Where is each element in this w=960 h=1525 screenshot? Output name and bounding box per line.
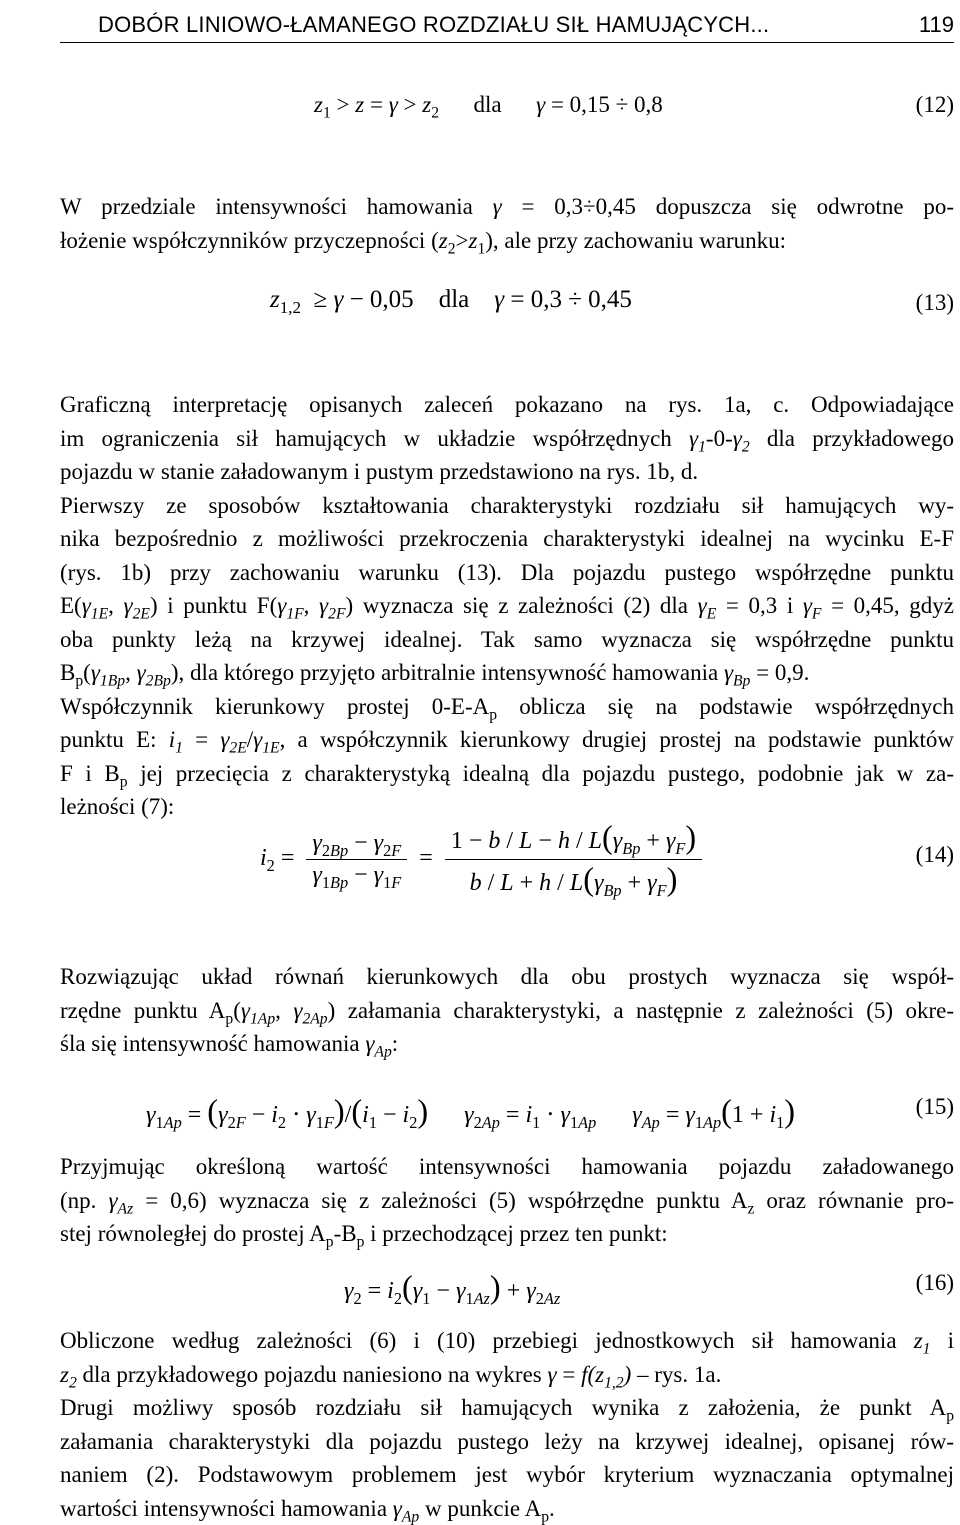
equation-number: (16): [915, 1270, 954, 1295]
equation-15: [60, 1094, 954, 1134]
fraction-gamma: $\frac{\gamma_{2Bp} - \gamma_{2F}}{\gamma_{1Bp} - \gamma_{1F}}$: [306, 828, 407, 891]
equation-16-body: $\gamma_2 = i_2(\gamma_1 - \gamma_{1Az}) + \gamma_{2Az}$: [344, 1270, 561, 1308]
equation-number: (15): [915, 1094, 954, 1119]
equation-14: [60, 818, 954, 910]
equation-12: [60, 92, 954, 126]
fraction-ratio: $\frac{1 - b / L - h / L(\gamma_{Bp} + \gamma_F)}{b / L + h / L(\gamma_{Bp} + \gamma_F)}$: [445, 818, 702, 901]
paragraph-5: Obliczone według zależności (6) i (10) przebiegi jednostkowych sił hamowania $z_1$ i $z_2$ dla przykładowego pojazdu naniesiono na wykres $\gamma = f(z_{1,2})$ – rys. 1a. Drugi możliwy sposób rozdziału sił hamujących wynika z założenia, że punkt $A_p$ załamania charakterystyki dla pojazdu pustego leży na krzywej idealnej, opisanej rów- naniem (2). Podstawowym problemem jest wybór kryterium wyznaczania optymalnej wartości intensywności hamowania $\gamma_{Ap}$ w punkcie $A_p$.: [60, 1328, 955, 1525]
page-number: 119: [918, 12, 954, 37]
equation-14-body: $i_2$ = $\frac{\gamma_{2Bp} - \gamma_{2F}}{\gamma_{1Bp} - \gamma_{1F}}$ = $\frac{1 - b / L - h / L(\gamma_{Bp} + \gamma_F)}{b / L + h / L(\gamma_{Bp} + \gamma_F)}$: [260, 818, 708, 901]
equation-15-body: $\gamma_{1Ap} = (\gamma_{2F} - i_2 \cdot \gamma_{1F})/(i_1 - i_2)$ $\gamma_{2Ap} = i_1 \cdot \gamma_{1Ap}$ $\gamma_{Ap} = \gamma_{1Ap}(1 + i_1)$: [146, 1094, 796, 1132]
paragraph-4: Przyjmując określoną wartość intensywności hamowania pojazdu załadowanego (np. $\gamma_{Az} = 0,6$) wyznacza się z zależności (5) współrzędne punktu $A_z$ oraz równanie pro- stej równoległej do prostej $A_p-B_p$ i przechodzącej przez ten punkt:: [60, 1154, 954, 1251]
equation-13: [60, 286, 954, 326]
paragraph-3: Rozwiązując układ równań kierunkowych dla obu prostych wyznacza się współ- rzędne punktu $A_p(\gamma_{1Ap}$, $\gamma_{2Ap}$) załamania charakterystyki, a następnie z zależności (5) okre- śla się intensywność hamowania $\gamma_{Ap}$:: [60, 964, 954, 1061]
equation-number: (12): [915, 92, 954, 117]
equation-number: (13): [915, 290, 954, 315]
equation-12-body: $z_1 > z = \gamma > z_2$ dla γ = 0,15 ÷ 0,8: [314, 92, 663, 122]
dla-word: dla: [473, 92, 502, 117]
dla-word: dla: [438, 286, 470, 313]
page: [60, 0, 955, 1525]
equation-16: [60, 1270, 954, 1310]
running-title: DOBÓR LINIOWO-ŁAMANEGO ROZDZIAŁU SIŁ HAMUJĄCYCH...: [98, 12, 770, 37]
paragraph-2: Graficzną interpretację opisanych zaleceń pokazano na rys. 1a, c. Odpowiadające im ograniczenia sił hamujących w układzie współrzędnych $\gamma_1-0-\gamma_2$ dla przykładowego pojazdu w stanie załadowanym i pustym przedstawiono na rys. 1b, d. Pierwszy ze sposobów kształtowania charakterystyki rozdziału sił hamujących wy- nika bezpośrednio z możliwości przekroczenia charakterystyki idealnej na wycinku E-F (rys. 1b) przy zachowaniu warunku (13). Dla pojazdu pustego współrzędne punktu $E(\gamma_{1E}$, $\gamma_{2E}$) i punktu $F(\gamma_{1F}$, $\gamma_{2F}$) wyznacza się z zależności (2) dla $\gamma_E = 0,3$ i $\gamma_F = 0,45$, gdyż oba punkty leżą na krzywej idealnej. Tak samo wyznacza się współrzędne punktu $B_p(\gamma_{1Bp}$, $\gamma_{2Bp}$), dla którego przyjęto arbitralnie intensywność hamowania $\gamma_{Bp} = 0,9$. Współczynnik kierunkowy prostej $0-E-A_p$ oblicza się na podstawie współrzędnych punktu E: $i_1 = \gamma_{2E}/\gamma_{1E}$, a współczynnik kierunkowy drugiej prostej na podstawie punktów F i $B_p$ jej przecięcia z charakterystyką idealną dla pojazdu pustego, podobnie jak w za- leżności (7):: [60, 392, 955, 819]
paragraph-1: W przedziale intensywności hamowania γ = 0,3÷0,45 dopuszcza się odwrotne po- łożenie współczynników przyczepności $(z_2>z_1)$, ale przy zachowaniu warunku:: [60, 194, 954, 258]
equation-13-body: $z_{1,2} \ge \gamma - 0,05$ dla γ = 0,3 ÷ 0,45: [270, 286, 632, 317]
equation-number: (14): [915, 842, 954, 867]
running-header: [60, 4, 954, 43]
